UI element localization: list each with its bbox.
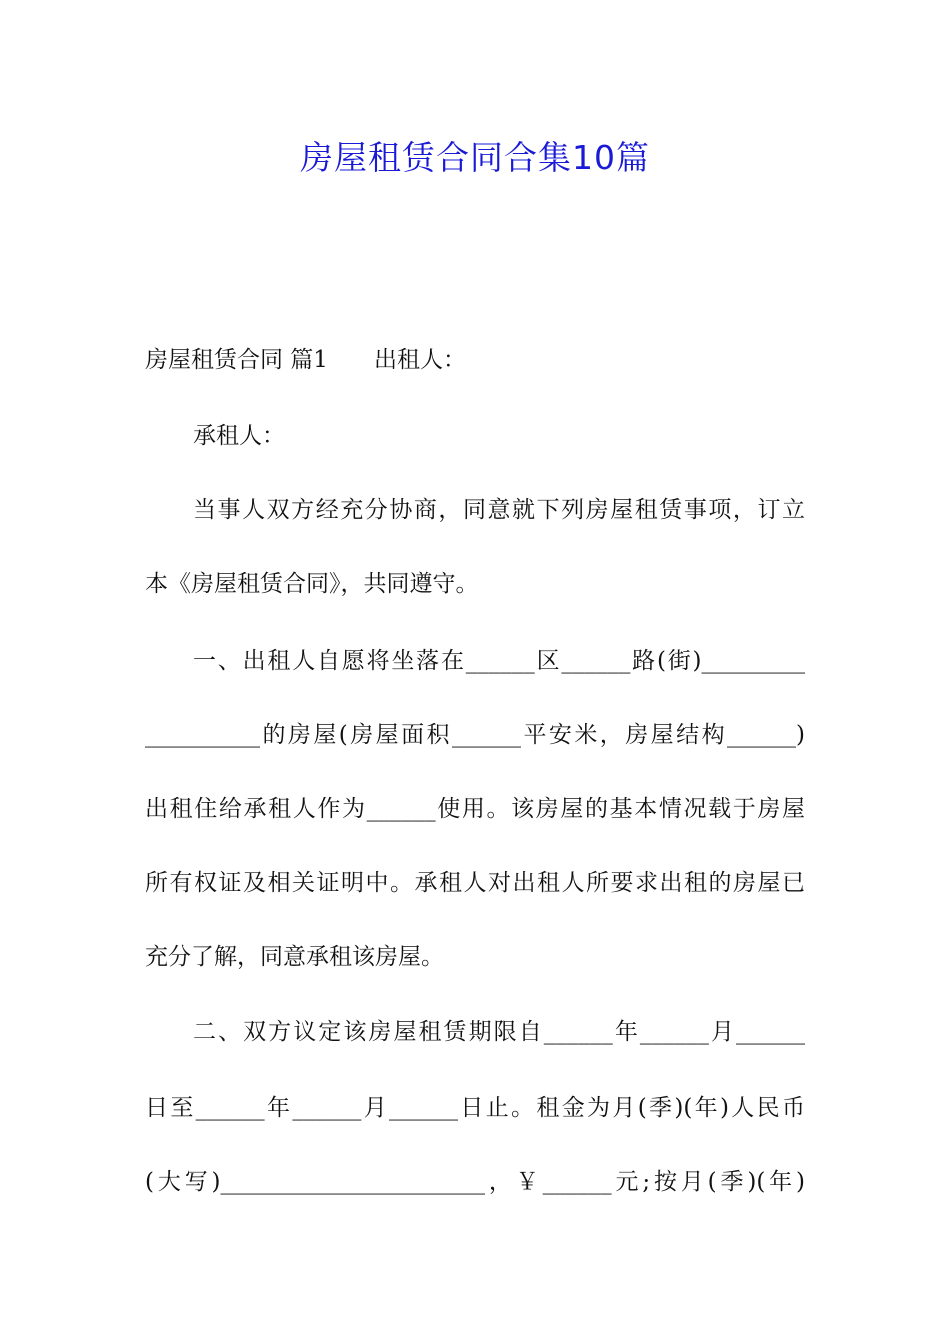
section-heading: 房屋租赁合同 篇1	[145, 347, 328, 373]
paragraph-line: __________的房屋(房屋面积______平安米，房屋结构______)	[145, 722, 805, 748]
lessor-label: 出租人：	[373, 347, 466, 373]
paragraph-line: 出租住给承租人作为______使用。该房屋的基本情况载于房屋	[145, 796, 805, 822]
paragraph-line: 日至______年______月______日止。租金为月(季)(年)人民币	[145, 1095, 805, 1121]
lessee-line: 承租人：	[193, 423, 285, 449]
paragraph-line: (大写)_______________________，￥______元;按月(季)(年)	[145, 1169, 805, 1195]
paragraph-line: 一、出租人自愿将坐落在______区______路(街)_________	[193, 648, 805, 674]
paragraph-line: 当事人双方经充分协商，同意就下列房屋租赁事项，订立	[193, 497, 805, 523]
paragraph-line: 二、双方议定该房屋租赁期限自______年______月______	[193, 1019, 805, 1045]
paragraph-line: 所有权证及相关证明中。承租人对出租人所要求出租的房屋已	[145, 870, 805, 896]
paragraph-line: 本《房屋租赁合同》，共同遵守。	[145, 571, 479, 597]
document-title: 房屋租赁合同合集10篇	[300, 138, 650, 177]
paragraph-line-heading	[145, 344, 805, 376]
paragraph-line: 充分了解，同意承租该房屋。	[145, 944, 444, 970]
